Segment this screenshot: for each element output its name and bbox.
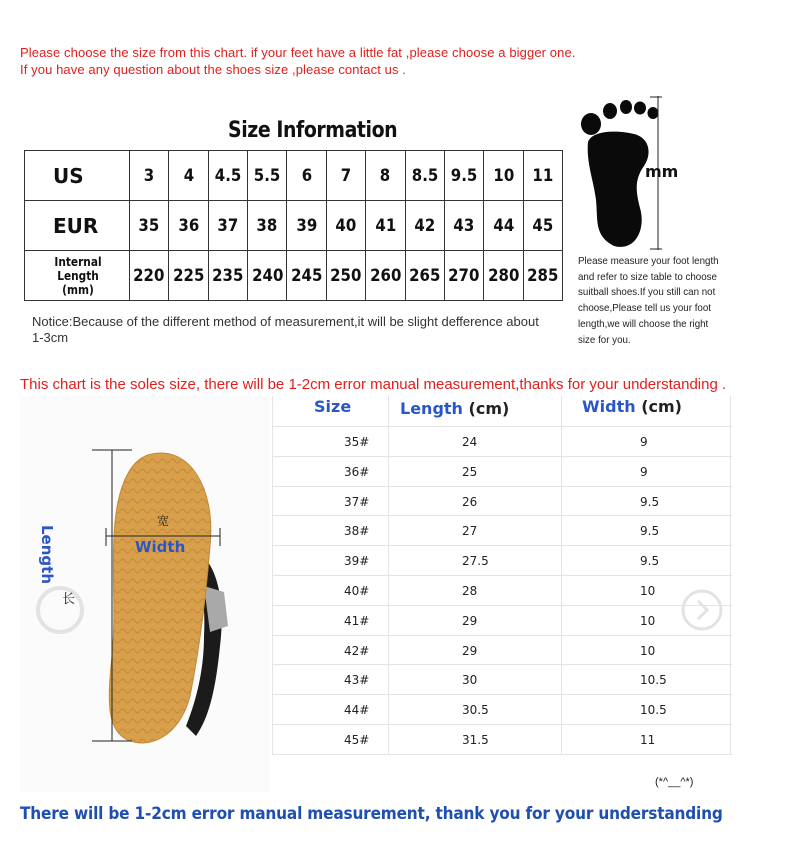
length-cell: 225: [169, 251, 208, 301]
us-cell: 8.5: [405, 151, 444, 201]
eur-cell: 39: [287, 201, 326, 251]
sole-table-header: [272, 396, 732, 426]
length-cell: 27: [462, 524, 478, 539]
length-cell: 29: [462, 613, 478, 628]
eur-row: [25, 201, 563, 251]
size-cell: 40#: [344, 584, 370, 598]
soles-size-note: This chart is the soles size, there will be 1-2cm error manual measurement,thanks for your understanding .: [20, 376, 727, 393]
row-divider: [272, 664, 732, 665]
width-cell: 9.5: [640, 524, 660, 539]
table-row: [272, 605, 732, 634]
intro-line-1: Please choose the size from this chart. if your feet have a little fat ,please choose a bigger one.: [20, 45, 576, 60]
us-cell: 10: [484, 151, 523, 201]
measurement-notice: Notice:Because of the different method of measurement,it will be slight defference about 1-3cm: [32, 314, 539, 345]
table-row: [272, 664, 732, 693]
size-header: Size: [314, 397, 352, 416]
column-divider: [388, 396, 389, 754]
eur-cell: 42: [405, 201, 444, 251]
row-divider: [272, 515, 732, 516]
table-row: [272, 724, 732, 753]
bottom-error-note: There will be 1-2cm error manual measurement, thank you for your understanding: [20, 804, 723, 823]
width-cell: 10: [640, 643, 656, 658]
size-cell: 38#: [344, 524, 370, 539]
us-cell: 8: [366, 151, 405, 201]
us-cell: 7: [326, 151, 365, 201]
width-cell: 10.5: [640, 703, 667, 718]
size-information-table: [24, 150, 563, 301]
size-cell: 37#: [344, 494, 370, 509]
shoe-sole-image: [20, 396, 270, 792]
size-cell: 43#: [344, 673, 370, 688]
table-row: [272, 486, 732, 515]
length-cell: 30: [462, 673, 478, 688]
us-cell: 4.5: [208, 151, 247, 201]
length-cell: 27.5: [462, 554, 489, 569]
row-divider: [272, 486, 732, 487]
width-header: Width (cm): [582, 397, 682, 416]
row-label-us: US: [25, 151, 130, 201]
smiley-text: (*^__^*): [655, 776, 694, 788]
row-divider: [272, 605, 732, 606]
us-cell: 3: [130, 151, 169, 201]
length-cell: 280: [484, 251, 523, 301]
column-divider: [561, 396, 562, 754]
length-cell: 265: [405, 251, 444, 301]
length-label-cn: 长: [62, 591, 76, 606]
eur-cell: 45: [523, 201, 562, 251]
row-divider: [272, 575, 732, 576]
eur-cell: 40: [326, 201, 365, 251]
eur-cell: 43: [444, 201, 483, 251]
prev-arrow-icon: [38, 588, 82, 632]
size-cell: 42#: [344, 643, 370, 658]
length-header: Length (cm): [400, 399, 510, 418]
row-divider: [272, 426, 732, 427]
length-cell: 260: [366, 251, 405, 301]
row-divider: [272, 724, 732, 725]
width-cell: 9.5: [640, 494, 660, 509]
length-cell: 235: [208, 251, 247, 301]
row-label-internal-length: Internal Length (mm): [25, 251, 130, 301]
size-cell: 44#: [344, 703, 370, 718]
length-cell: 24: [462, 435, 478, 449]
length-cell: 245: [287, 251, 326, 301]
width-cell: 10: [640, 584, 656, 598]
length-cell: 220: [130, 251, 169, 301]
row-divider: [272, 635, 732, 636]
row-divider: [272, 456, 732, 457]
width-cell: 10: [640, 613, 656, 628]
length-cell: 29: [462, 643, 478, 658]
sole-image-panel: [20, 396, 270, 792]
width-cell: 10.5: [640, 673, 667, 688]
length-cell: 26: [462, 494, 478, 509]
table-row: [272, 545, 732, 574]
eur-cell: 36: [169, 201, 208, 251]
size-cell: 35#: [344, 435, 370, 449]
length-cell: 250: [326, 251, 365, 301]
length-cell: 285: [523, 251, 562, 301]
size-cell: 36#: [344, 464, 370, 479]
length-cell: 270: [444, 251, 483, 301]
row-divider: [272, 694, 732, 695]
size-cell: 45#: [344, 733, 370, 747]
length-cell: 30.5: [462, 703, 489, 718]
length-cell: 31.5: [462, 733, 489, 747]
length-cell: 25: [462, 464, 478, 479]
us-cell: 4: [169, 151, 208, 201]
size-cell: 41#: [344, 613, 370, 628]
mm-label: mm: [645, 162, 679, 181]
table-row: [272, 575, 732, 604]
table-row: [272, 426, 732, 455]
row-divider: [272, 754, 732, 755]
table-row: [272, 635, 732, 664]
table-row: [272, 515, 732, 544]
size-information-title: Size Information: [228, 118, 398, 143]
width-cell: 9: [640, 435, 648, 449]
width-label-cn: 宽: [157, 514, 170, 528]
length-cell: 240: [248, 251, 287, 301]
table-row: [272, 694, 732, 723]
width-cell: 9.5: [640, 554, 660, 569]
us-cell: 11: [523, 151, 562, 201]
us-cell: 6: [287, 151, 326, 201]
eur-cell: 38: [248, 201, 287, 251]
row-label-eur: EUR: [25, 201, 130, 251]
width-cell: 11: [640, 733, 656, 747]
size-cell: 39#: [344, 554, 370, 569]
eur-cell: 37: [208, 201, 247, 251]
row-divider: [272, 545, 732, 546]
length-cell: 28: [462, 584, 478, 598]
width-cell: 9: [640, 464, 648, 479]
intro-line-2: If you have any question about the shoes size ,please contact us .: [20, 62, 407, 77]
length-label: Length: [38, 525, 56, 584]
measure-instructions: Please measure your foot length and refer to size table to choose suitball shoes.If you still can not choose,Please tell us your foot length,we will choose the right size for you.: [578, 255, 719, 346]
us-cell: 9.5: [444, 151, 483, 201]
next-arrow-icon: [680, 588, 724, 632]
width-label: Width: [135, 538, 186, 556]
column-divider: [730, 396, 731, 754]
eur-cell: 44: [484, 201, 523, 251]
column-divider: [272, 396, 273, 754]
internal-length-row: [25, 251, 563, 301]
eur-cell: 35: [130, 201, 169, 251]
eur-cell: 41: [366, 201, 405, 251]
us-row: [25, 151, 563, 201]
us-cell: 5.5: [248, 151, 287, 201]
table-row: [272, 456, 732, 485]
